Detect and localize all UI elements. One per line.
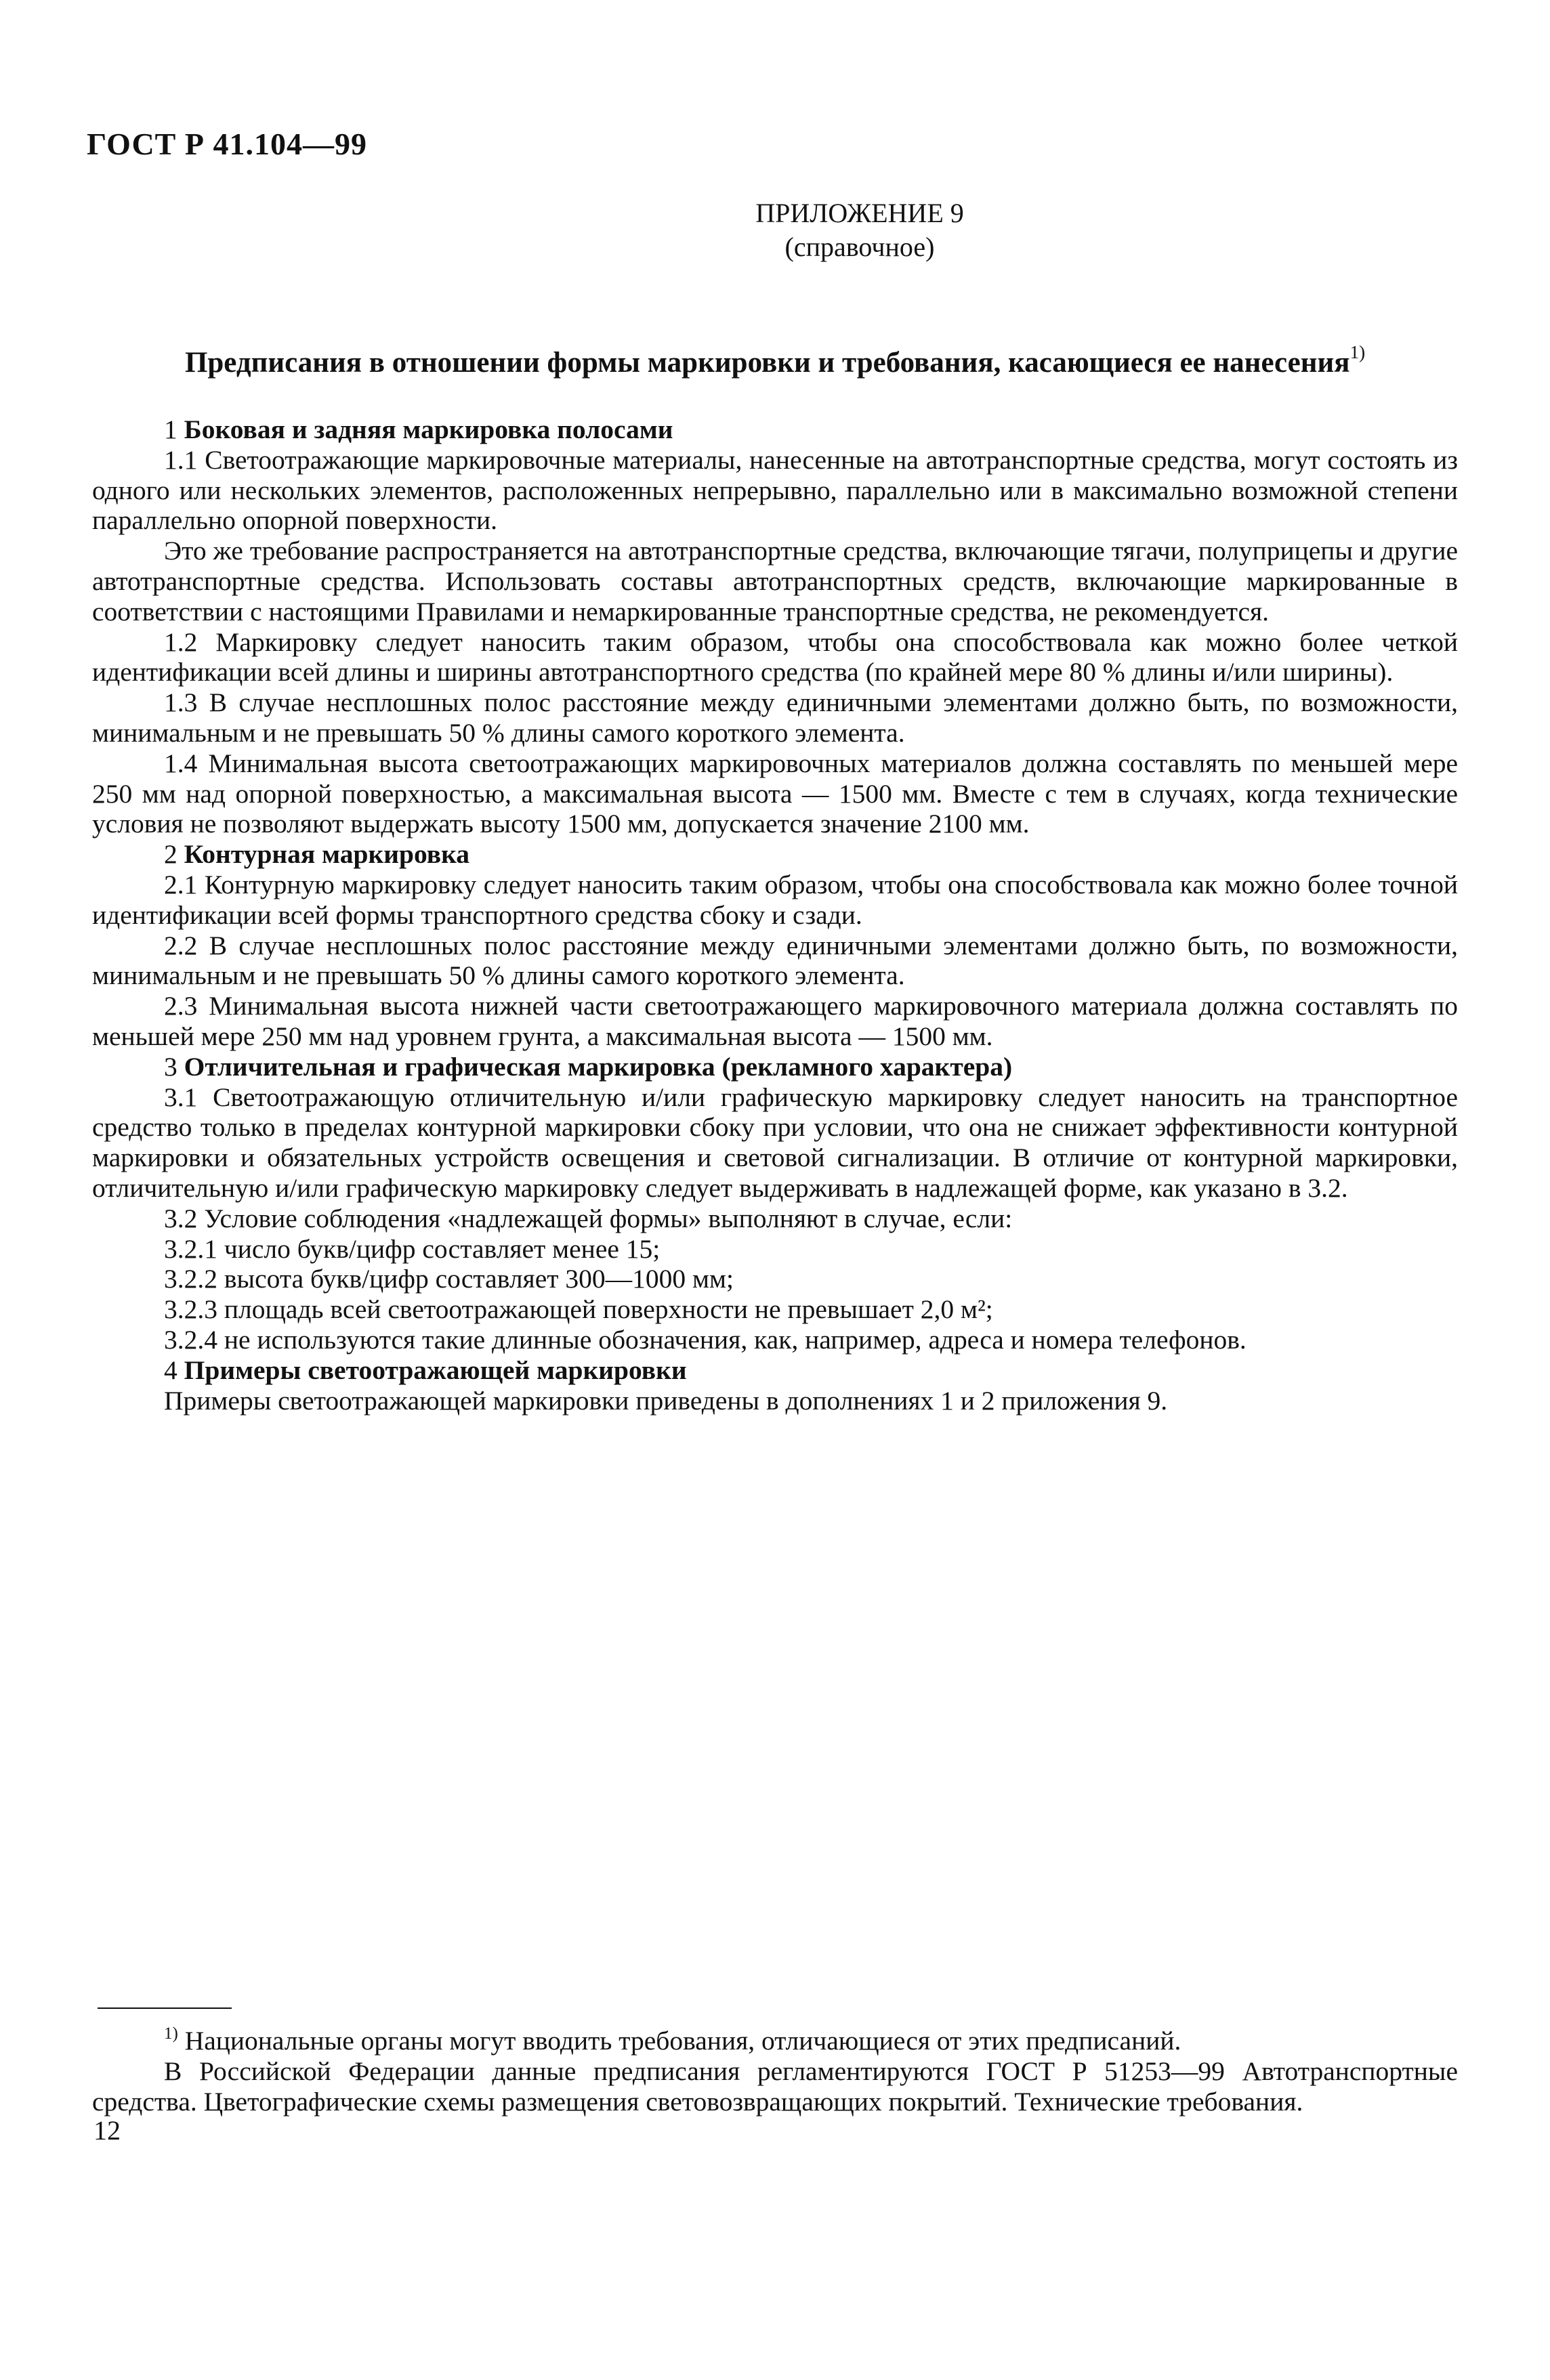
paragraph: 3.1 Светоотражающую отличительную и/или графическую маркировку следует наносить на транспортное средство только в пределах контурной маркировки сбоку при условии, что она не снижает эффективности контурной маркировки и обязательных устройств освещения и световой сигнализации. В отличие от контурной маркировки, отличительную и/или графическую маркировку следует выдерживать в надлежащей форме, как указано в 3.2. — [92, 1082, 1458, 1203]
section-number: 3 — [164, 1051, 177, 1082]
paragraph: 2.3 Минимальная высота нижней части светоотражающего маркировочного материала должна составлять по меньшей мере 250 мм над уровнем грунта, а максимальная высота — 1500 мм. — [92, 991, 1458, 1051]
paragraph: Это же требование распространяется на автотранспортные средства, включающие тягачи, полуприцепы и другие автотранспортные средства. Использовать составы автотранспортных средств, включающие маркированные в соответствии с настоящими Правилами и немаркированные транспортные средства, не рекомендуется. — [92, 536, 1458, 626]
section-heading-1 — [92, 415, 1458, 445]
footnote-text: Национальные органы могут вводить требования, отличающиеся от этих предписаний. — [184, 2026, 1181, 2056]
section-number: 4 — [164, 1355, 177, 1385]
section-number: 1 — [164, 415, 177, 444]
appendix-type: (справочное) — [784, 232, 935, 262]
section-title: Примеры светоотражающей маркировки — [184, 1355, 687, 1385]
appendix-label: ПРИЛОЖЕНИЕ 9 — [755, 198, 964, 228]
paragraph: 2.2 В случае несплошных полос расстояние между единичными элементами должно быть, по возможности, минимальным и не превышать 50 % длины самого короткого элемента. — [92, 930, 1458, 991]
list-item: 3.2.3 площадь всей светоотражающей поверхности не превышает 2,0 м²; — [164, 1294, 993, 1325]
page-number: 12 — [93, 2115, 121, 2146]
paragraph: 1.3 В случае несплошных полос расстояние между единичными элементами должно быть, по возможности, минимальным и не превышать 50 % длины самого короткого элемента. — [92, 687, 1458, 748]
paragraph: 2.1 Контурную маркировку следует наносить таким образом, чтобы она способствовала как можно более точной идентификации всей формы транспортного средства сбоку и сзади. — [92, 869, 1458, 930]
standard-header: ГОСТ Р 41.104—99 — [87, 127, 367, 161]
paragraph: 1.4 Минимальная высота светоотражающих маркировочных материалов должна составлять по меньшей мере 250 мм над опорной поверхностью, а максимальная высота — 1500 мм. Вместе с тем в случаях, когда технические условия не позволяют выдержать высоту 1500 мм, допускается значение 2100 мм. — [92, 748, 1458, 839]
title-footnote-mark[interactable]: 1) — [1349, 342, 1366, 362]
list-item: 3.2.4 не используются такие длинные обозначения, как, например, адреса и номера телефонов. — [164, 1324, 1247, 1355]
list-item: 3.2.1 число букв/цифр составляет менее 15; — [164, 1233, 661, 1264]
section-title: Контурная маркировка — [184, 839, 470, 870]
paragraph: 1.1 Светоотражающие маркировочные материалы, нанесенные на автотранспортные средства, могут состоять из одного или нескольких элементов, расположенных непрерывно, параллельно или в максимально возможной степени параллельно опорной поверхности. — [92, 444, 1458, 536]
document-body — [92, 415, 1458, 1416]
footnote-divider — [98, 2007, 232, 2009]
list-item: 3.2.2 высота букв/цифр составляет 300—1000 мм; — [164, 1264, 734, 1294]
paragraph: Примеры светоотражающей маркировки приведены в дополнениях 1 и 2 приложения 9. — [164, 1385, 1168, 1416]
footnote-2: В Российской Федерации данные предписания регламентируются ГОСТ Р 51253—99 Автотранспортные средства. Цветографические схемы размещения световозвращающих покрытий. Технические требования. — [92, 2056, 1458, 2117]
document-title-text: Предписания в отношении формы маркировки и требования, касающиеся ее нанесения — [184, 347, 1350, 379]
footnote-mark: 1) — [164, 2024, 178, 2043]
footnote-1 — [92, 2018, 1458, 2056]
paragraph: 1.2 Маркировку следует наносить таким образом, чтобы она способствовала как можно более четкой идентификации всей длины и ширины автотранспортного средства (по крайней мере 80 % длины и/или ширины). — [92, 626, 1458, 687]
section-heading-3 — [92, 1052, 1458, 1082]
document-title — [93, 342, 1457, 379]
section-title: Боковая и задняя маркировка полосами — [184, 415, 673, 444]
section-heading-4 — [92, 1355, 1458, 1386]
appendix-heading — [0, 196, 1550, 264]
section-title: Отличительная и графическая маркировка (рекламного характера) — [184, 1051, 1013, 1082]
section-number: 2 — [164, 839, 177, 870]
paragraph: 3.2 Условие соблюдения «надлежащей формы» выполняют в случае, если: — [164, 1203, 1013, 1233]
footnotes — [92, 2018, 1458, 2117]
section-heading-2 — [92, 839, 1458, 870]
